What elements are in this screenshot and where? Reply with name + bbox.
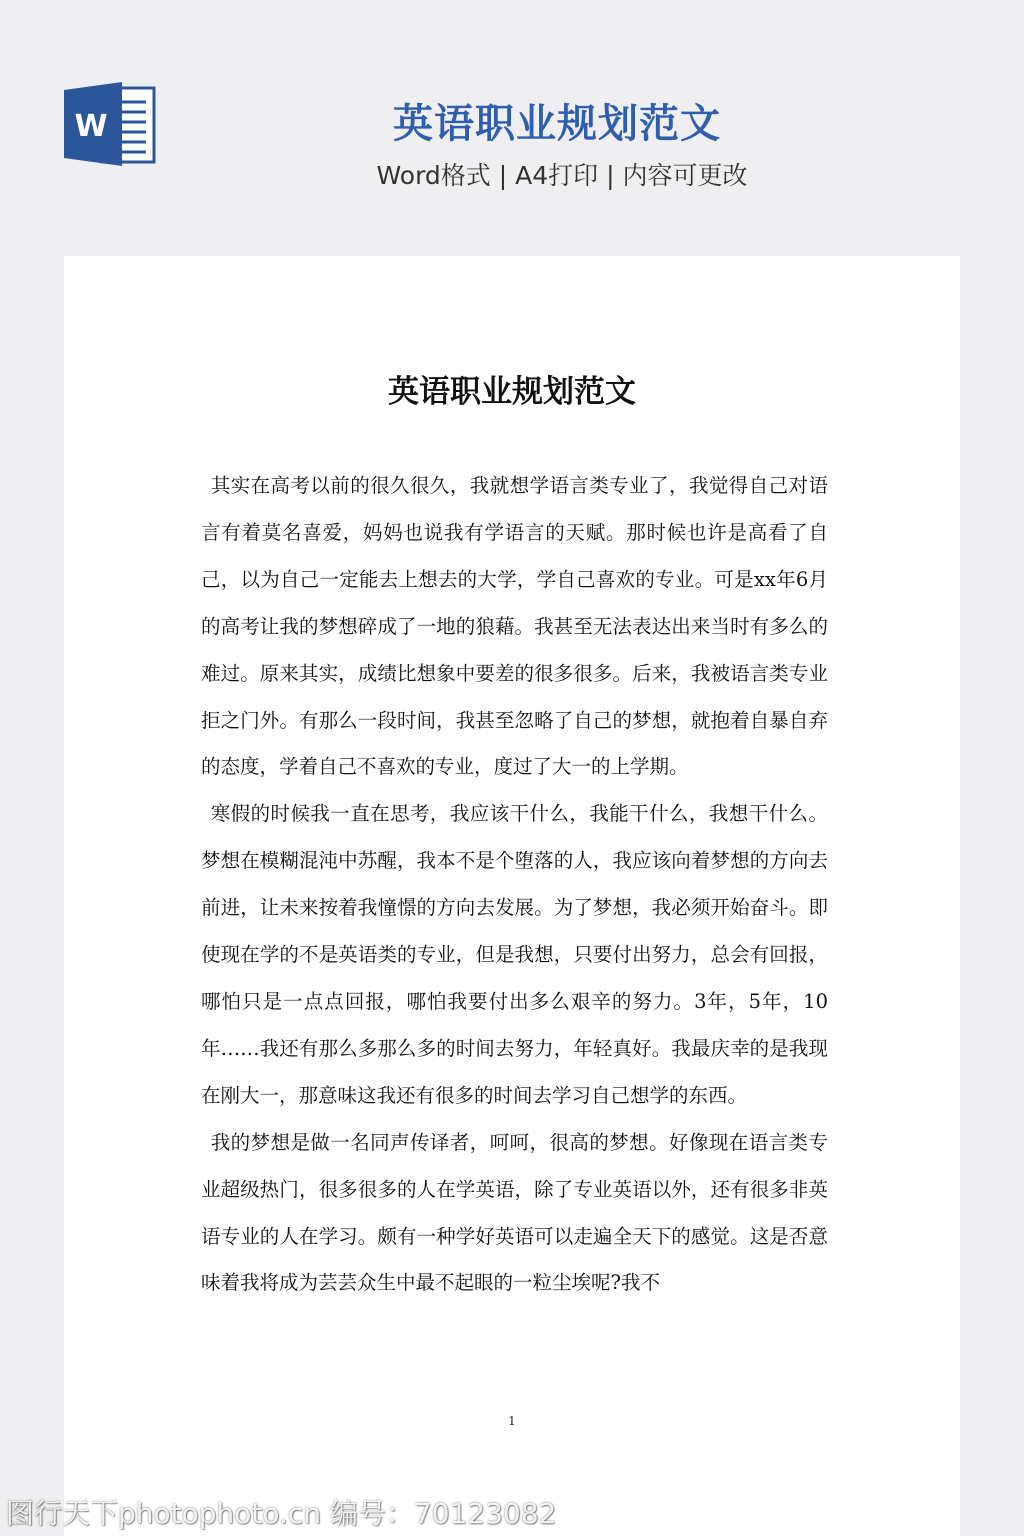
document-page xyxy=(64,256,960,1536)
banner-header xyxy=(0,0,1024,240)
banner-title: 英语职业规划范文 xyxy=(393,101,721,147)
paragraph: 我的梦想是做一名同声传译者，呵呵，很高的梦想。好像现在语言类专业超级热门，很多很多的人在学英语，除了专业英语以外，还有很多非英语专业的人在学习。颇有一种学好英语可以走遍全天下的感觉。这是否意味着我将成为芸芸众生中最不起眼的一粒尘埃呢?我不 xyxy=(201,1130,828,1295)
paragraph: 其实在高考以前的很久很久，我就想学语言类专业了，我觉得自己对语言有着莫名喜爱，妈妈也说我有学语言的天赋。那时候也许是高看了自己，以为自己一定能去上想去的大学，学自己喜欢的专业。可是xx年6月的高考让我的梦想碎成了一地的狼藉。我甚至无法表达出来当时有多么的难过。原来其实，成绩比想象中要差的很多很多。后来，我被语言类专业拒之门外。有那么一段时间，我甚至忽略了自己的梦想，就抱着自暴自弃的态度，学着自己不喜欢的专业，度过了大一的上学期。 xyxy=(201,474,828,779)
paragraph: 寒假的时候我一直在思考，我应该干什么，我能干什么，我想干什么。梦想在模糊混沌中苏醒，我本不是个堕落的人，我应该向着梦想的方向去前进，让未来按着我憧憬的方向去发展。为了梦想，我必须开始奋斗。即使现在学的不是英语类的专业，但是我想，只要付出努力，总会有回报，哪怕只是一点点回报，哪怕我要付出多么艰辛的努力。3年，5年，10年……我还有那么多那么多的时间去努力，年轻真好。我最庆幸的是我现在刚大一，那意味这我还有很多的时间去学习自己想学的东西。 xyxy=(201,802,828,1107)
svg-text:W: W xyxy=(74,109,108,144)
watermark: 图行天下photophoto.cn 编号：70123082 xyxy=(6,1497,557,1530)
banner-subtitle: Word格式 | A4打印 | 内容可更改 xyxy=(376,161,748,190)
document-body xyxy=(201,463,828,1307)
document-title: 英语职业规划范文 xyxy=(388,374,636,410)
page-number: 1 xyxy=(508,1414,516,1428)
